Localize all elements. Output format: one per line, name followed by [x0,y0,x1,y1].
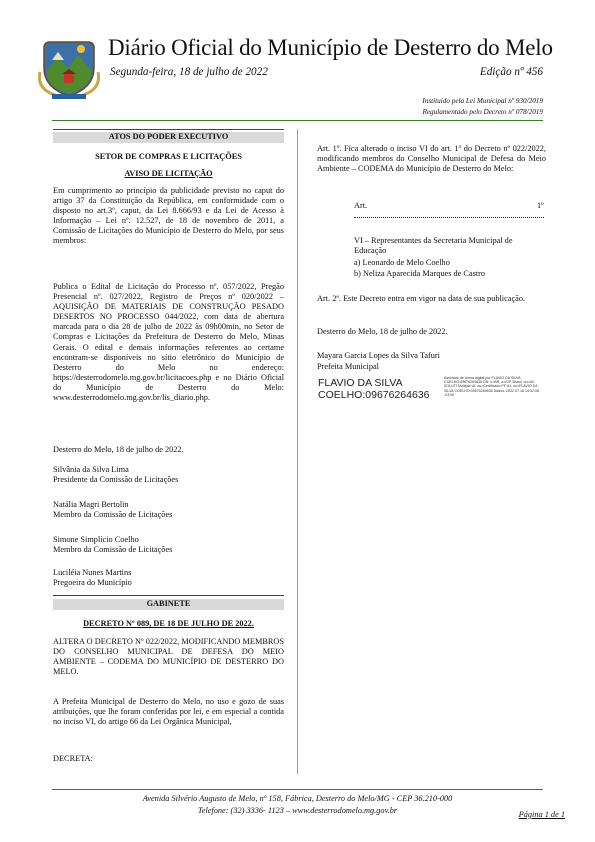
footer-contact: Telefone: (32) 3336- 1123 – www.desterrodomelo.mg.gov.br [197,806,398,815]
footer-rule [52,789,543,790]
notice-body-paragraph: Publica o Edital de Licitação do Processo nº. 057/2022, Pregão Presencial nº. 027/2022, Registro de Preços nº 020/2022 – AQUISIÇÃO DE MATERIAIS DE CONSTRUÇÃO PESADO DESERTOS NO PROCESSO 044/2022, com data de abertura marcada para o dia 28 de julho de 2022 às 09h00min, no Setor de Compras e Licitações da Prefeitura de Desterro do Melo, Minas Gerais. O edital e demais informações referentes ao certame encontram-se disponíveis no sítio eletrônico do Município de Desterro do Melo no endereço: https://desterrodomelo.mg.gov.br/licitacoes.php e no Diário Oficial do Município de Desterro do Melo: www.desterrodomelo.mg.gov.br/lis_diario.php. [53,282,284,403]
signatory-name: Natália Magri Bertolin [53,500,129,509]
article-number: 1º [537,201,544,210]
section-procurement: SETOR DE COMPRAS E LICITAÇÕES [95,152,242,161]
notice-intro-paragraph: Em cumprimento ao princípio da publicidade previsto no caput do artigo 37 da Constituição da República, em conformidade com o disposto no art.3º, caput, da Lei 8.666/93 e da Lei de Acesso à Informação – Lei nº. 12.527, de 18 de novembro de 2011, a Comissão de Licitações do Município de Desterro do Melo, por seus membros: [53,186,284,246]
decree-summary: ALTERA O DECRETO Nº 022/2022, MODIFICANDO MEMBROS DO CONSELHO MUNICIPAL DE DEFESA DO MEIO AMBIENTE – CODEMA DO MUNICÍPIO DE DESTERRO DO MELO. [53,637,284,677]
signatory-role: Membro da Comissão de Licitações [53,510,173,520]
decree-preamble: A Prefeita Municipal de Desterro do Melo, no uso e gozo de suas atribuições, que lhe foram conferidas por lei, e em especial a contida no inciso VI, do artigo 66 da Lei Orgânica Municipal, [53,697,284,727]
mayor-name: Mayara Garcia Lopes da Silva Tafuri [317,351,440,360]
decree-decreta: DECRETA: [53,754,93,763]
decree-title: DECRETO Nº 089, DE 18 DE JULHO DE 2022. [83,619,254,628]
digital-signature-detail: Assinado de forma digital por FLAVIO DA SILVA COELHO:09676264636 DN: c=BR, o=ICP-Brasil, ou=AC SOLUTI Multipla v5, ou=Certificado PF A1, cn=FLAVIO DA SILVA COELHO:09676264636 Dados: 2022.07.18 14:52:08 -03'00' [444,376,539,397]
signatory-block [53,465,284,485]
notice-place-date: Desterro do Melo, 18 de julho de 2022. [53,445,184,454]
signatory-block [53,500,284,520]
signatory-block [53,568,284,588]
decree-place-date: Desterro do Melo, 18 de julho de 2022. [317,327,448,336]
section-top-rule [53,129,284,130]
signatory-name: Silvânia da Silva Lima [53,465,129,474]
decree-article-1: Art. 1º. Fica alterado o inciso VI do art. 1º do Decreto nº 022/2022, modificando membros do Conselho Municipal de Defesa do Meio Ambiente – CODEMA do Município de Desterro do Melo: [317,144,546,174]
newspaper-title: Diário Oficial do Município de Desterro do Melo [108,35,553,60]
footer-address: Avenida Silvério Augusto de Melo, nº 158, Fábrica, Desterro do Melo/MG - CEP 36.210-000 [142,794,453,803]
member-item-b: b) Neliza Aparecida Marques de Castro [354,269,486,278]
municipal-crest-icon [38,38,100,100]
article-label: Art. [354,201,368,210]
notice-title: AVISO DE LICITAÇÃO [124,169,213,178]
decree-article-2: Art. 2º. Este Decreto entra em vigor na data de sua publicação. [317,294,526,303]
inciso-vi: VI – Representantes da Secretaria Municipal de Educação [354,236,513,256]
header-rule [52,120,543,121]
column-divider [297,129,298,774]
signatory-role: Membro da Comissão de Licitações [53,545,173,555]
signatory-role: Pregoeira do Município [53,578,132,588]
institution-law: Instituído pela Lei Municipal nº 930/2019 [422,97,543,105]
section-executive-acts: ATOS DO PODER EXECUTIVO [53,132,284,143]
page-number: Página 1 de 1 [518,810,565,819]
digital-signature-name: FLAVIO DA SILVA COELHO:09676264636 [318,377,430,401]
member-item-a: a) Leonardo de Melo Coelho [354,258,450,267]
signatory-name: Luciléia Nunes Martins [53,568,132,577]
section-gabinete: GABINETE [53,599,284,610]
issue-date: Segunda-feira, 18 de julho de 2022 [110,66,268,78]
mayor-role: Prefeita Municipal [317,362,379,371]
signatory-role: Presidente da Comissão de Licitações [53,475,179,485]
edition-number: Edição nº 456 [479,66,543,78]
signatory-block [53,535,284,555]
regulation-decree: Regulamentado pelo Decreto nº 078/2019 [422,108,543,116]
signatory-name: Simone Simplício Coelho [53,535,139,544]
article-dotted-line [354,217,544,218]
gabinete-top-rule [53,595,284,596]
